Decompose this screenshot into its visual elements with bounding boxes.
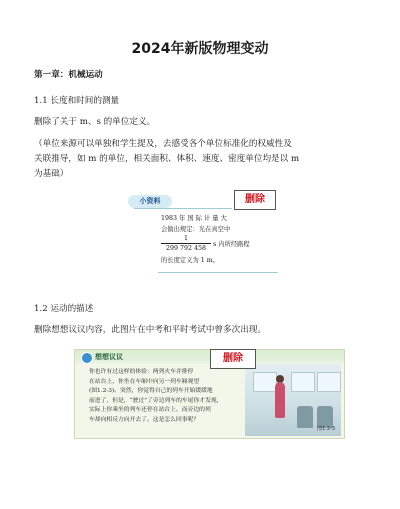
- fraction-denominator: 299 792 458: [165, 245, 207, 252]
- parenthetical-note: [34, 137, 374, 182]
- unit-definition-note: 删除了关于 m、s 的单位定义。: [34, 117, 156, 127]
- figure-caption: 图1.2-3: [317, 426, 335, 432]
- info-text-line: 会做出规定：光在真空中: [161, 225, 231, 233]
- info-last: 的长度定义为 1 m。: [161, 257, 220, 264]
- panel-text: [89, 368, 239, 426]
- section-1-1-heading: 1.1 长度和时间的测量: [34, 96, 120, 106]
- panel-text-line: 实际上你乘坐的列车还停在站台上，而旁边的列: [89, 407, 211, 414]
- parenthetical-line: （单位来源可以单独和学生提及，去感受各个单位标准化的权威性及: [34, 139, 292, 149]
- parenthetical-line: 关联推导，如 m 的单位，相关面积、体积、速度、密度单位均是以 m: [34, 154, 300, 164]
- panel-text-line: 在站台上，你坐在车厢中向另一列车厢观望: [89, 378, 200, 385]
- panel-text-line: 车却向相反方向开去了。这是怎么回事呢？: [89, 416, 200, 423]
- page-title: 2024年新版物理变动: [131, 41, 269, 57]
- panel-label: 想想议议: [95, 353, 123, 361]
- train-window: [317, 372, 341, 392]
- fraction-numerator: 1: [183, 235, 188, 242]
- panel-text-line: 你也许有过这样的体验：两列火车并排停: [89, 369, 194, 375]
- panel-text-line: (图1.2-3)。突然，你觉得自己的列车开始缓缓地: [89, 388, 213, 395]
- train-interior-photo: [245, 364, 341, 436]
- panel-text-line: 前进了，但是，“驶过”了旁边列车的车尾你才发现，: [89, 397, 223, 404]
- train-window: [253, 372, 277, 392]
- delete-discussion-note: 删除想想议议内容，此图片在中考和平时考试中曾多次出现。: [34, 325, 267, 335]
- discussion-icon: [81, 352, 93, 364]
- delete-stamp-panel: 删除: [210, 349, 256, 369]
- chapter-heading: 第一章：机械运动: [34, 70, 103, 80]
- fraction: [161, 234, 211, 253]
- parenthetical-line: 为基础）: [34, 169, 69, 179]
- info-divider: [158, 272, 278, 273]
- passenger-figure: [275, 382, 285, 418]
- info-text-line: 1983 年 国 际 计 量 大: [161, 215, 227, 222]
- section-1-2-heading: 1.2 运动的描述: [34, 304, 94, 314]
- info-tag: 小资料: [128, 195, 172, 208]
- delete-stamp-info: 删除: [234, 190, 276, 210]
- train-window: [291, 372, 315, 392]
- info-text: [161, 214, 273, 235]
- info-tail: s 内所经路程: [213, 241, 250, 248]
- train-seat: [297, 406, 313, 428]
